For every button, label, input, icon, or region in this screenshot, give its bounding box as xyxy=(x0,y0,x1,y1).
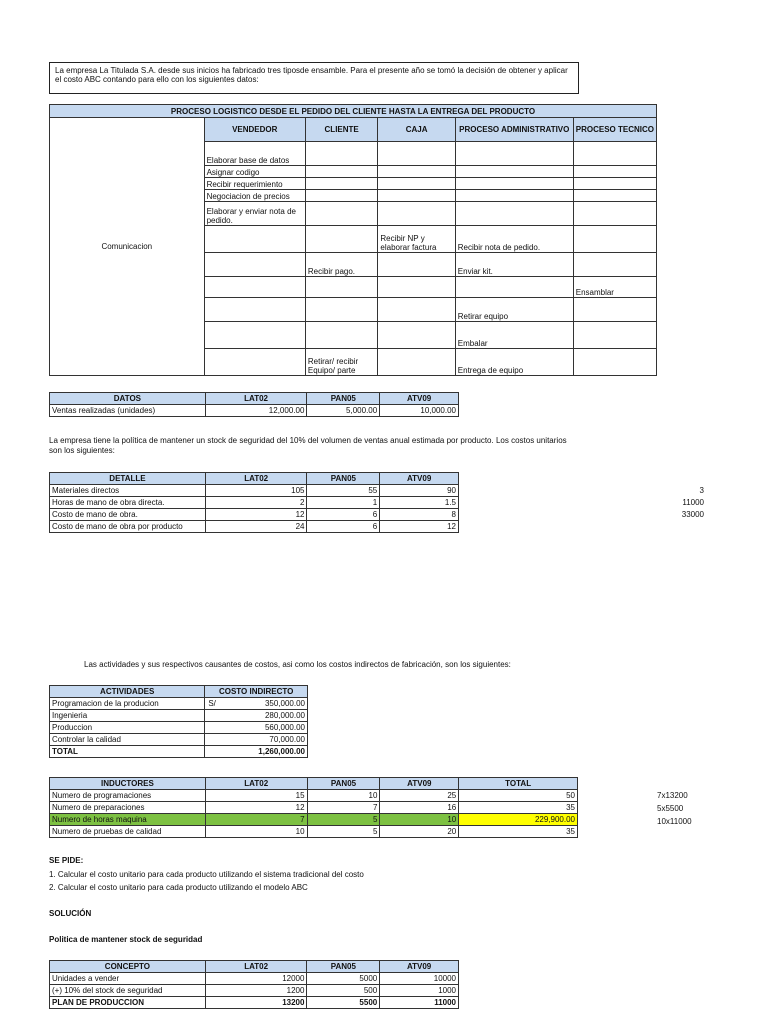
table-row: Costo de mano de obra. 12 6 8 xyxy=(50,509,459,521)
inductores-header: TOTAL xyxy=(459,778,578,790)
table-row: Numero de programaciones 15 10 25 50 xyxy=(50,790,578,802)
datos-cell: 5,000.00 xyxy=(307,405,380,417)
side-formula: 5x5500 xyxy=(657,804,684,813)
table-row: Horas de mano de obra directa. 2 1 1.5 xyxy=(50,497,459,509)
activities-note: Las actividades y sus respectivos causantes de costos, asi como los costos indirectos de fabricación, son los siguientes: xyxy=(84,660,511,669)
se-pide-title: SE PIDE: xyxy=(49,856,84,865)
table-row: Unidades a vender 12000 5000 10000 xyxy=(50,973,459,985)
concepto-table xyxy=(49,960,459,1009)
detalle-header: PAN05 xyxy=(307,473,380,485)
inductores-header: PAN05 xyxy=(307,778,380,790)
process-table xyxy=(49,104,657,376)
detalle-table xyxy=(49,472,459,533)
intro-box xyxy=(49,62,579,94)
process-col-header: PROCESO TECNICO xyxy=(573,118,656,142)
process-cell xyxy=(455,142,573,166)
process-cell: Recibir pago. xyxy=(305,253,378,277)
process-cell: Recibir NP y elaborar factura xyxy=(378,226,455,253)
side-formula: 10x11000 xyxy=(657,817,692,826)
politica-title: Politica de mantener stock de seguridad xyxy=(49,935,203,944)
process-cell xyxy=(573,142,656,166)
process-title: PROCESO LOGISTICO DESDE EL PEDIDO DEL CLIENTE HASTA LA ENTREGA DEL PRODUCTO xyxy=(50,105,657,118)
side-value: 33000 xyxy=(681,510,704,519)
concepto-header: LAT02 xyxy=(205,961,307,973)
policy-note: La empresa tiene la política de mantener un stock de seguridad del 10% del volumen de ventas anual estimada por producto. Los costos unitarios son los siguientes: xyxy=(49,436,567,455)
process-cell: Ensamblar xyxy=(573,277,656,298)
process-cell: Recibir requerimiento xyxy=(204,178,305,190)
highlighted-row: Numero de horas maquina 7 5 10 229,900.00 xyxy=(50,814,578,826)
process-cell: Retirar equipo xyxy=(455,298,573,322)
inductores-table xyxy=(49,777,578,838)
inductores-header: ATV09 xyxy=(380,778,459,790)
concepto-header: ATV09 xyxy=(380,961,459,973)
table-row: Materiales directos 105 55 90 xyxy=(50,485,459,497)
intro-text: La empresa La Titulada S.A. desde sus inicios ha fabricado tres tiposde ensamble. Para el presente año se tomó la decisión de obtener y aplicar el costo ABC contando para ello con los siguientes datos: xyxy=(55,66,568,84)
currency-label: S/ xyxy=(208,699,216,708)
process-col-header: CLIENTE xyxy=(305,118,378,142)
table-row: Numero de pruebas de calidad 10 5 20 35 xyxy=(50,826,578,838)
datos-header: LAT02 xyxy=(205,393,307,405)
solucion-title: SOLUCIÓN xyxy=(49,909,92,918)
actividades-table xyxy=(49,685,308,758)
datos-header: DATOS xyxy=(50,393,206,405)
datos-table xyxy=(49,392,459,417)
datos-header: ATV09 xyxy=(380,393,459,405)
process-cell: Asignar codigo xyxy=(204,166,305,178)
side-value: 11000 xyxy=(682,498,704,507)
side-formula: 7x13200 xyxy=(657,791,688,800)
datos-header: PAN05 xyxy=(307,393,380,405)
table-row: Costo de mano de obra por producto 24 6 12 xyxy=(50,521,459,533)
total-row: TOTAL 1,260,000.00 xyxy=(50,746,308,758)
actividades-header: ACTIVIDADES xyxy=(50,686,205,698)
process-cell: Negociacion de precios xyxy=(204,190,305,202)
table-row: Numero de preparaciones 12 7 16 35 xyxy=(50,802,578,814)
highlighted-total: 229,900.00 xyxy=(459,814,578,826)
total-row: PLAN DE PRODUCCION 13200 5500 11000 xyxy=(50,997,459,1009)
se-pide-item: 1. Calcular el costo unitario para cada producto utilizando el sistema tradicional del costo xyxy=(49,870,364,879)
datos-cell: Ventas realizadas (unidades) xyxy=(50,405,206,417)
se-pide-item: 2. Calcular el costo unitario para cada producto utilizando el modelo ABC xyxy=(49,883,308,892)
process-cell: Elaborar y enviar nota de pedido. xyxy=(204,202,305,226)
process-col-header: PROCESO ADMINISTRATIVO xyxy=(455,118,573,142)
inductores-header: INDUCTORES xyxy=(50,778,206,790)
process-cell xyxy=(305,142,378,166)
process-cell: Enviar kit. xyxy=(455,253,573,277)
process-cell: Retirar/ recibir Equipo/ parte xyxy=(305,349,378,376)
table-row xyxy=(50,405,459,417)
process-cell: Entrega de equipo xyxy=(455,349,573,376)
table-row: Ingenieria 280,000.00 xyxy=(50,710,308,722)
table-row: (+) 10% del stock de seguridad 1200 500 1000 xyxy=(50,985,459,997)
table-row: Programacion de la producion S/ 350,000.00 xyxy=(50,698,308,710)
process-cell xyxy=(378,142,455,166)
detalle-header: LAT02 xyxy=(205,473,307,485)
detalle-header: DETALLE xyxy=(50,473,206,485)
datos-cell: 12,000.00 xyxy=(205,405,307,417)
side-value: 3 xyxy=(699,486,704,495)
concepto-header: PAN05 xyxy=(307,961,380,973)
datos-cell: 10,000.00 xyxy=(380,405,459,417)
table-row: Controlar la calidad 70,000.00 xyxy=(50,734,308,746)
process-col-header: VENDEDOR xyxy=(204,118,305,142)
inductores-header: LAT02 xyxy=(205,778,307,790)
process-cell: Embalar xyxy=(455,322,573,349)
actividades-header: COSTO INDIRECTO xyxy=(205,686,308,698)
process-cell: Recibir nota de pedido. xyxy=(455,226,573,253)
table-row: Produccion 560,000.00 xyxy=(50,722,308,734)
process-cell: Elaborar base de datos xyxy=(204,142,305,166)
detalle-header: ATV09 xyxy=(380,473,459,485)
process-col-header: CAJA xyxy=(378,118,455,142)
process-left-label: Comunicacion xyxy=(50,118,205,376)
concepto-header: CONCEPTO xyxy=(50,961,206,973)
